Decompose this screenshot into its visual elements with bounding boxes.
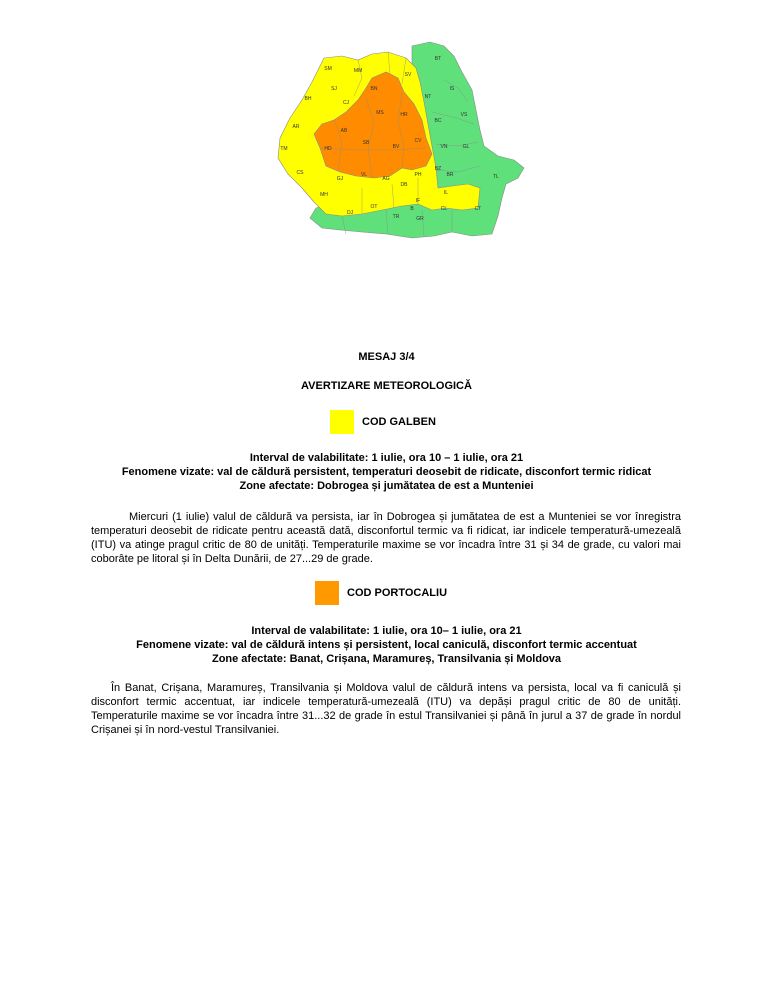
svg-text:TR: TR: [392, 214, 400, 220]
svg-text:GR: GR: [416, 216, 424, 222]
yellow-code-info: [0, 451, 773, 493]
yellow-zones: Zone afectate: Dobrogea și jumătatea de est a Munteniei: [239, 480, 534, 492]
svg-text:BH: BH: [304, 96, 312, 102]
svg-text:VL: VL: [360, 172, 368, 178]
svg-text:AG: AG: [382, 176, 390, 182]
svg-text:CJ: CJ: [342, 100, 350, 106]
message-number: MESAJ 3/4: [358, 351, 415, 363]
svg-text:AB: AB: [340, 128, 348, 134]
svg-text:AR: AR: [292, 124, 300, 130]
svg-text:HD: HD: [324, 146, 332, 152]
svg-text:VN: VN: [440, 144, 448, 150]
svg-text:CV: CV: [414, 138, 422, 144]
svg-text:BC: BC: [434, 118, 442, 124]
svg-text:DB: DB: [400, 182, 408, 188]
svg-text:MS: MS: [376, 110, 384, 116]
svg-text:BR: BR: [446, 172, 454, 178]
orange-interval: Interval de valabilitate: 1 iulie, ora 10– 1 iulie, ora 21: [251, 625, 522, 637]
svg-text:CS: CS: [296, 170, 304, 176]
yellow-code-swatch: [330, 410, 354, 434]
svg-text:DJ: DJ: [346, 210, 354, 216]
svg-text:CL: CL: [440, 206, 448, 212]
orange-code-label: COD PORTOCALIU: [347, 587, 448, 599]
svg-text:SV: SV: [404, 72, 412, 78]
svg-text:MH: MH: [320, 192, 328, 198]
svg-text:SB: SB: [362, 140, 370, 146]
svg-text:VS: VS: [460, 112, 468, 118]
romania-warning-map: [262, 38, 528, 244]
svg-text:B: B: [410, 206, 414, 212]
orange-code-swatch: [315, 581, 339, 605]
svg-text:NT: NT: [424, 94, 432, 100]
svg-text:BN: BN: [370, 86, 378, 92]
svg-text:GJ: GJ: [336, 176, 344, 182]
svg-text:SM: SM: [324, 66, 332, 72]
svg-text:IL: IL: [443, 190, 449, 196]
yellow-code-label-row: [330, 410, 436, 434]
svg-text:BT: BT: [434, 56, 442, 62]
orange-paragraph: În Banat, Crișana, Maramureș, Transilvania și Moldova valul de căldură intens va persista, local va fi caniculă și disconfort termic accentuat, iar indicele temperatură-umezeală (ITU) va depăși pragul critic de 80 de unități. Temperaturile maxime se vor încadra între 31...32 de grade în estul Transilvaniei și până în jurul a 37 de grade în nordul Crișanei și în nord-vestul Transilvaniei.: [91, 682, 681, 736]
svg-text:HR: HR: [400, 112, 408, 118]
orange-code-info: [0, 624, 773, 666]
svg-text:MM: MM: [353, 68, 363, 74]
svg-text:GL: GL: [462, 144, 470, 150]
yellow-phenomena: Fenomene vizate: val de căldură persistent, temperaturi deosebit de ridicate, disconfort termic ridicat: [121, 466, 652, 478]
yellow-paragraph: Miercuri (1 iulie) valul de căldură va persista, iar în Dobrogea și jumătatea de est a Munteniei se vor înregistra temperaturi deosebit de ridicate pentru această dată, disconfortul termic va fi ridicat, iar indicele temperatură-umezeală (ITU) va atinge pragul critic de 80 de unități. Temperaturile maxime se vor încadra între 31 și 34 de grade, cu valori mai coborâte pe litoral și în Delta Dunării, de 27...29 de grade.: [91, 511, 681, 565]
yellow-interval: Interval de valabilitate: 1 iulie, ora 10 – 1 iulie, ora 21: [249, 452, 524, 464]
svg-text:BV: BV: [392, 144, 400, 150]
svg-text:BZ: BZ: [434, 166, 442, 172]
orange-code-label-row: [315, 581, 447, 605]
orange-phenomena: Fenomene vizate: val de căldură intens și persistent, local caniculă, disconfort termic accentuat: [136, 639, 637, 651]
svg-text:SJ: SJ: [331, 86, 337, 92]
orange-zones: Zone afectate: Banat, Crișana, Maramureș, Transilvania și Moldova: [211, 653, 562, 665]
svg-text:OT: OT: [370, 204, 378, 210]
svg-text:TM: TM: [280, 146, 288, 152]
yellow-code-label: COD GALBEN: [362, 416, 436, 428]
warning-title: AVERTIZARE METEOROLOGICĂ: [301, 380, 472, 392]
svg-text:CT: CT: [474, 206, 482, 212]
svg-text:IF: IF: [415, 198, 421, 204]
svg-text:TL: TL: [493, 174, 499, 180]
svg-text:IS: IS: [449, 86, 455, 92]
svg-text:PH: PH: [414, 172, 422, 178]
map-svg: [262, 38, 528, 244]
